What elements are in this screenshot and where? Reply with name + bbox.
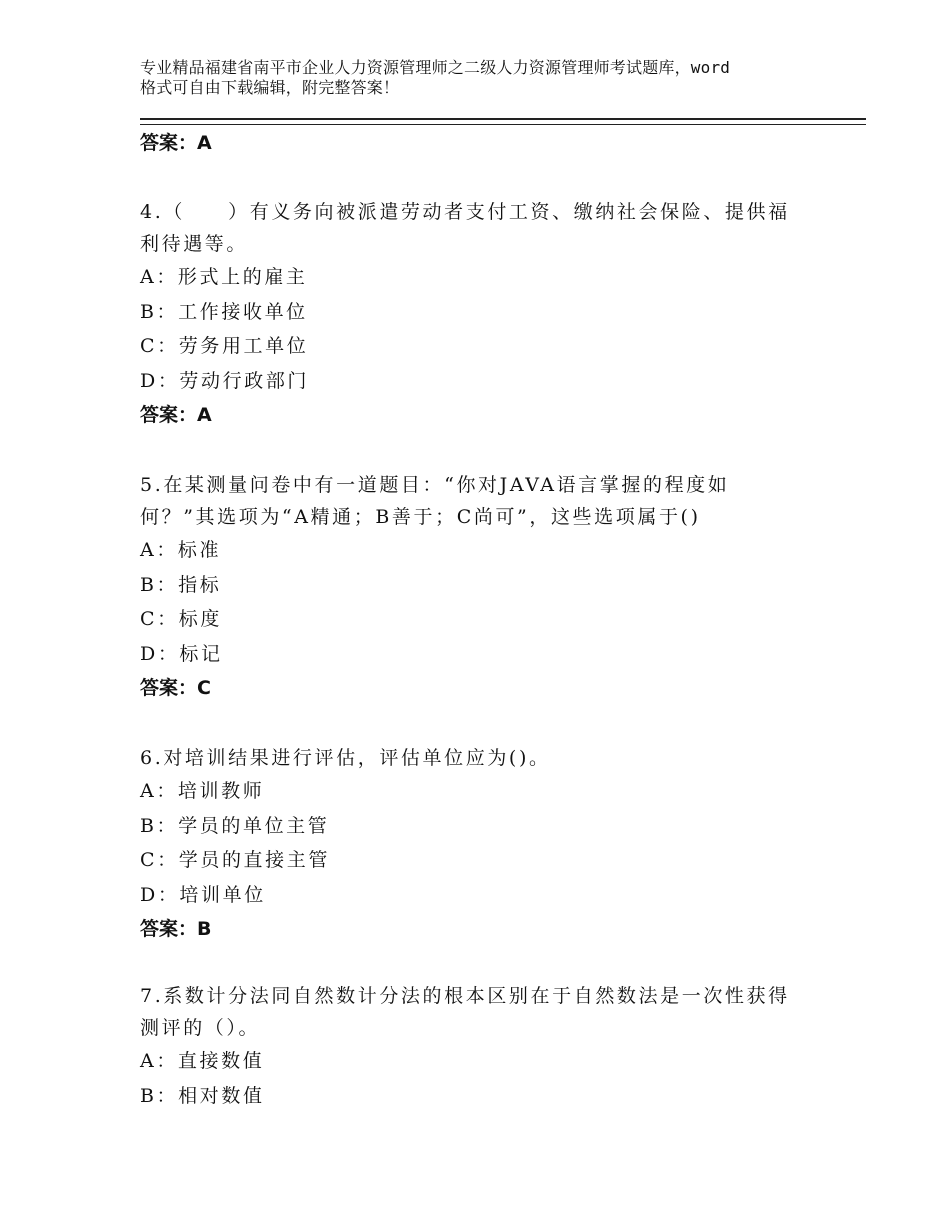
option-a: A：直接数值 (140, 1050, 265, 1072)
question-6 (140, 742, 820, 946)
question-stem-line: 6.对培训结果进行评估，评估单位应为()。 (140, 747, 551, 769)
header-line-2: 格式可自由下载编辑，附完整答案！ (140, 78, 400, 97)
option-c: C：学员的直接主管 (140, 849, 330, 871)
question-stem-line: 7.系数计分法同自然数计分法的根本区别在于自然数法是一次性获得 (140, 985, 790, 1007)
answer-label: 答案：B (140, 918, 212, 940)
question-stem-line: 何？”其选项为“A精通；B善于；C尚可”，这些选项属于() (140, 506, 701, 528)
option-d: D：标记 (140, 642, 223, 665)
question-7 (140, 980, 820, 1113)
question-4 (140, 196, 820, 432)
header-line-1: 专业精品福建省南平市企业人力资源管理师之二级人力资源管理师考试题库，word (140, 58, 731, 77)
option-b: B：工作接收单位 (140, 300, 308, 323)
question-stem-line: 5.在某测量问卷中有一道题目：“你对JAVA语言掌握的程度如 (140, 474, 730, 496)
header-divider (140, 118, 866, 125)
option-a: A：标准 (140, 539, 222, 561)
option-c: C：劳务用工单位 (140, 335, 309, 357)
question-stem-line: 利待遇等。 (140, 233, 249, 255)
answer-label: 答案：A (140, 132, 212, 154)
option-a: A：形式上的雇主 (140, 266, 308, 288)
answer-label: 答案：A (140, 404, 212, 426)
option-b: B：相对数值 (140, 1084, 265, 1107)
option-b: B：学员的单位主管 (140, 814, 330, 837)
option-d: D：培训单位 (140, 883, 266, 906)
question-stem-line: 4.（ ）有义务向被派遣劳动者支付工资、缴纳社会保险、提供福 (140, 201, 790, 223)
question-stem-line: 测评的（）。 (140, 1017, 261, 1039)
option-d: D：劳动行政部门 (140, 369, 310, 392)
answer-label: 答案：C (140, 677, 211, 699)
document-header (140, 58, 840, 98)
option-b: B：指标 (140, 573, 222, 596)
option-c: C：标度 (140, 608, 222, 630)
question-5 (140, 469, 820, 705)
option-a: A：培训教师 (140, 780, 265, 802)
